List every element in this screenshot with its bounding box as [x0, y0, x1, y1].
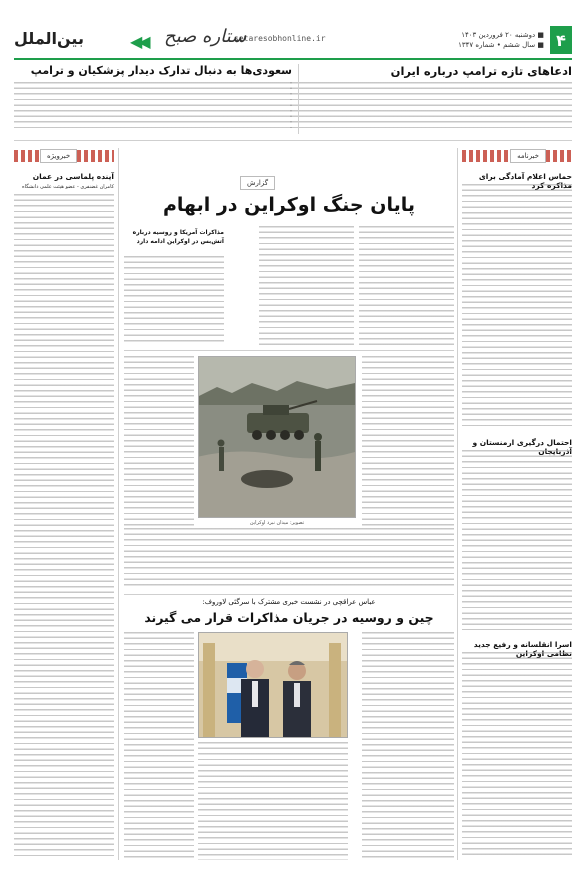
page-header: [14, 26, 572, 54]
main-body-bottom: [124, 528, 454, 588]
brief-item-1-text: [462, 184, 572, 429]
brief-item-1-title: حماس اعلام آمادگی برای مذاکره کرد: [478, 172, 572, 190]
top-story-right-title: ادعاهای تازه ترامپ درباره ایران: [390, 64, 572, 78]
brief-item-2-title: احتمال درگیری ارمنستان و آذربایجان: [472, 438, 572, 456]
brief-item-3-title: اسرا انقلسانه و رفیع جدید نظامی اوکراین: [473, 640, 572, 658]
main-intro-col-1: [359, 226, 454, 346]
section-divider: [14, 140, 572, 141]
photo-caption: تصویر: میدان نبرد اوکراین: [249, 520, 305, 526]
top-story-right-text: [290, 82, 572, 132]
main-headline: پایان جنگ اوکراین در ابهام: [163, 194, 415, 216]
main-divider: [124, 350, 454, 351]
main-body-col-2: [124, 356, 194, 526]
news-brief-tag: خبرنامه: [510, 149, 546, 163]
ministers-photo: [198, 632, 348, 738]
issue-number: ■ سال ششم • شماره ۱۳۴۷: [458, 41, 544, 49]
ministers-illustration: [198, 633, 347, 738]
bottom-kicker: عباس عراقچی در نشست خبری مشترک با سرگئی لاوروف:: [202, 598, 376, 606]
bottom-headline: چین و روسیه در جریان مذاکرات قرار می گیرند: [144, 610, 434, 625]
battlefield-illustration: [198, 357, 355, 518]
column-divider: [298, 64, 299, 134]
special-news-tag: خبرویژه: [40, 149, 77, 163]
site-url[interactable]: setaresobhonline.ir: [234, 34, 326, 43]
section-title: بین‌الملل: [14, 29, 84, 48]
top-story-left-title: سعودی‌ها به دنبال تدارک دیدار پزشکیان و ترامپ: [30, 64, 292, 77]
brief-item-3-text: [462, 652, 572, 857]
main-intro-col-3: [124, 256, 224, 344]
bottom-body-col-3: [198, 742, 348, 860]
opinion-text: [14, 194, 114, 859]
battlefield-photo: [198, 356, 356, 518]
main-body-col-1: [362, 356, 454, 526]
opinion-title: آینده پلماسی در عمان: [32, 172, 114, 181]
issue-info: [458, 30, 544, 50]
page-number: ۴: [550, 26, 572, 54]
bottom-body-col-2: [124, 632, 194, 860]
sidebar-divider: [457, 148, 458, 860]
top-story-left-text: [14, 82, 292, 132]
arrows-icon: ◀◀: [130, 32, 147, 51]
newspaper-logo: ستاره صبح: [164, 26, 247, 47]
issue-date: ■ دوشنبه ۲۰ فروردین ۱۴۰۳: [461, 31, 544, 39]
main-intro-col-2: [259, 226, 354, 346]
report-tag: گزارش: [240, 176, 275, 190]
left-sidebar-divider: [118, 148, 119, 860]
brief-item-2-text: [462, 450, 572, 630]
main-intro-bold: مذاکرات آمریکا و روسیه درباره آتش‌بس در اوکراین ادامه دارد: [132, 229, 224, 245]
bottom-divider: [124, 594, 454, 595]
bottom-body-col-1: [362, 632, 454, 860]
opinion-author: کامران غضنفری - عضو هیئت علمی دانشگاه: [22, 184, 114, 190]
header-divider: [14, 58, 572, 60]
